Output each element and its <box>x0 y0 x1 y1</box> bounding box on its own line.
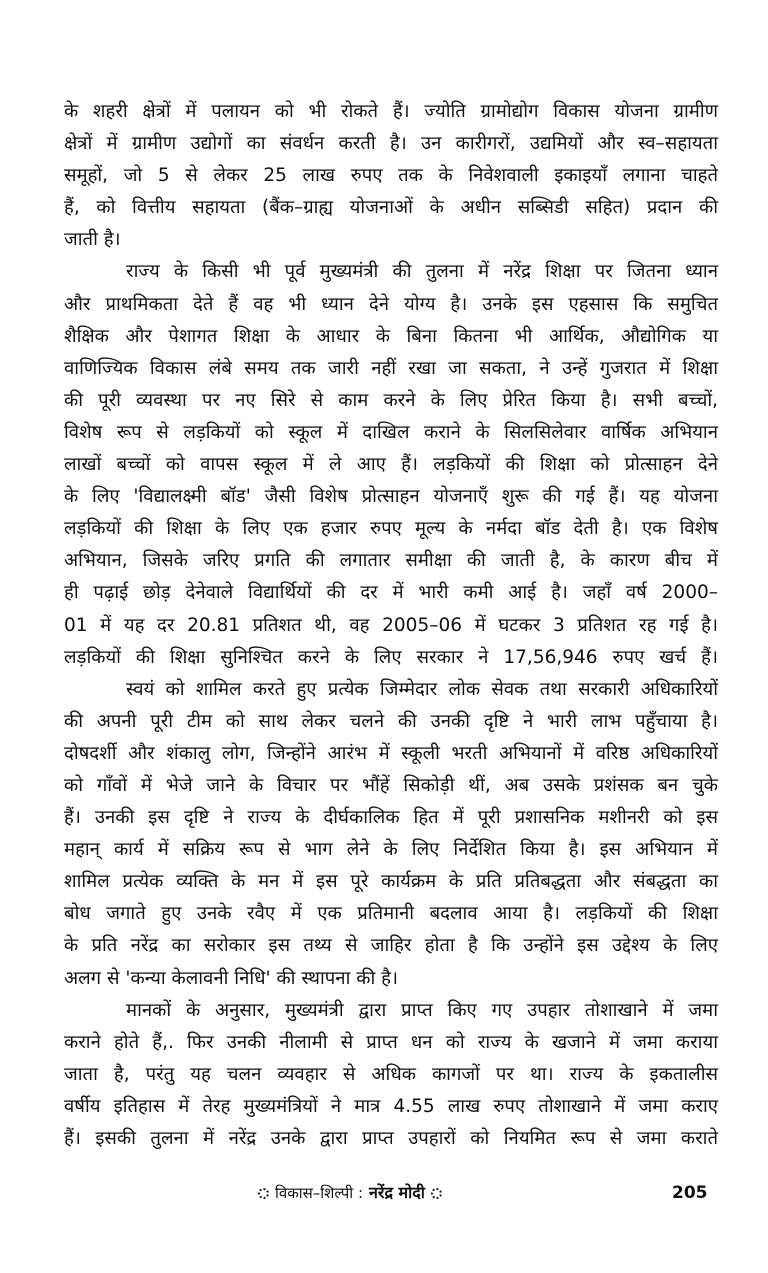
rosette-ornament-icon <box>258 1188 269 1199</box>
page-footer <box>0 1180 768 1210</box>
text-line: और प्राथमिकता देते हैं वह भी ध्यान देने योग्य है। उनके इस एहसास कि समुचित <box>64 293 718 315</box>
text-line: के शहरी क्षेत्रों में पलायन को भी रोकते हैं। ज्योति ग्रामोद्योग विकास योजना ग्रामीण <box>64 101 718 122</box>
text-line: ही पढ़ाई छोड़ देनेवाले विद्यार्थियों की दर में भारी कमी आई है। जहाँ वर्ष 2000– <box>64 582 718 604</box>
text-line: अभियान, जिसके जरिए प्रगति की लगातार समीक्षा की जाती है, के कारण बीच में <box>64 550 718 572</box>
text-line: मानकों के अनुसार, मुख्यमंत्री द्वारा प्राप्त किए गए उपहार तोशाखाने में जमा <box>126 999 718 1021</box>
text-line: कराने होते हैं,. फिर उनकी नीलामी से प्राप्त धन को राज्य के खजाने में जमा कराया <box>64 1031 718 1053</box>
text-line: बोध जगाते हुए उनके रवैए में एक प्रतिमानी बदलाव आया है। लड़कियों की शिक्षा <box>64 903 718 925</box>
text-line: शामिल प्रत्येक व्यक्ति के मन में इस पूरे कार्यक्रम के प्रति प्रतिबद्धता और संबद्धता का <box>64 871 718 893</box>
page-number: 205 <box>672 1183 708 1203</box>
book-title: विकास–शिल्पी : <box>275 1184 364 1202</box>
text-line: शैक्षिक और पेशागत शिक्षा के आधार के बिना कितना भी आर्थिक, औद्योगिक या <box>64 325 718 347</box>
text-line: राज्य के किसी भी पूर्व मुख्यमंत्री की तुलना में नरेंद्र शिक्षा पर जितना ध्यान <box>126 261 718 283</box>
text-line: वर्षीय इतिहास में तेरह मुख्यमंत्रियों ने मात्र 4.55 लाख रुपए तोशाखाने में जमा कराए <box>64 1095 718 1117</box>
text-line: हैं। इसकी तुलना में नरेंद्र उनके द्वारा प्राप्त उपहारों को नियमित रूप से जमा कराते <box>64 1128 718 1149</box>
text-line: के प्रति नरेंद्र का सरोकार इस तथ्य से जाहिर होता है कि उन्होंने इस उद्देश्य के लिए <box>64 935 718 957</box>
author-name: नरेंद्र मोदी <box>369 1183 425 1202</box>
text-line: लड़कियों की शिक्षा के लिए एक हजार रुपए मूल्य के नर्मदा बॉड देती है। एक विशेष <box>64 518 718 540</box>
text-line: जाती है। <box>64 229 121 251</box>
body-text <box>64 96 718 1155</box>
text-line: 01 में यह दर 20.81 प्रतिशत थी, वह 2005–06 में घटकर 3 प्रतिशत रह गई है। <box>64 614 718 636</box>
text-line: हैं। उनकी इस दृष्टि ने राज्य के दीर्घकालिक हित में पूरी प्रशासनिक मशीनरी को इस <box>64 807 718 829</box>
text-line: अलग से 'कन्या केलावनी निधि' की स्थापना की है। <box>64 967 398 989</box>
text-line: दोषदर्शी और शंकालु लोग, जिन्होंने आरंभ में स्कूली भरती अभियानों में वरिष्ठ अधिकारियों <box>64 742 718 764</box>
text-line: को गाँवों में भेजे जाने के विचार पर भौंहें सिकोड़ी थीं, अब उसके प्रशंसक बन चुके <box>64 774 718 796</box>
text-line: स्वयं को शामिल करते हुए प्रत्येक जिम्मेदार लोक सेवक तथा सरकारी अधिकारियों <box>126 678 718 700</box>
running-head <box>258 1180 442 1206</box>
rosette-ornament-icon <box>431 1188 442 1199</box>
text-line: की अपनी पूरी टीम को साथ लेकर चलने की उनकी दृष्टि ने भारी लाभ पहुँचाया है। <box>64 710 718 732</box>
text-line: के लिए 'विद्यालक्ष्मी बॉड' जैसी विशेष प्रोत्साहन योजनाएँ शुरू की गई हैं। यह योजना <box>64 486 718 508</box>
text-line: लड़कियों की शिक्षा सुनिश्चित करने के लिए सरकार ने 17,56,946 रुपए खर्च हैं। <box>64 646 718 668</box>
text-line: की पूरी व्यवस्था पर नए सिरे से काम करने के लिए प्रेरित किया है। सभी बच्चों, <box>64 389 718 411</box>
text-line: समूहों, जो 5 से लेकर 25 लाख रुपए तक के निवेशवाली इकाइयाँ लगाना चाहते <box>64 165 718 187</box>
text-line: वाणिज्यिक विकास लंबे समय तक जारी नहीं रखा जा सकता, ने उन्हें गुजरात में शिक्षा <box>64 357 718 379</box>
text-line: हैं, को वित्तीय सहायता (बैंक–ग्राह्य योजनाओं के अधीन सब्सिडी सहित) प्रदान की <box>64 197 718 219</box>
text-line: विशेष रूप से लड़कियों को स्कूल में दाखिल कराने के सिलसिलेवार वार्षिक अभियान <box>64 421 718 443</box>
text-line: लाखों बच्चों को वापस स्कूल में ले आए हैं। लड़कियों की शिक्षा को प्रोत्साहन देने <box>64 454 718 476</box>
text-line: क्षेत्रों में ग्रामीण उद्योगों का संवर्धन करती है। उन कारीगरों, उद्यमियों और स्व–सहायता <box>64 133 718 155</box>
text-line: जाता है, परंतु यह चलन व्यवहार से अधिक कागजों पर था। राज्य के इकतालीस <box>64 1063 718 1085</box>
text-line: महान् कार्य में सक्रिय रूप से भाग लेने के लिए निर्देशित किया है। इस अभियान में <box>64 839 718 861</box>
